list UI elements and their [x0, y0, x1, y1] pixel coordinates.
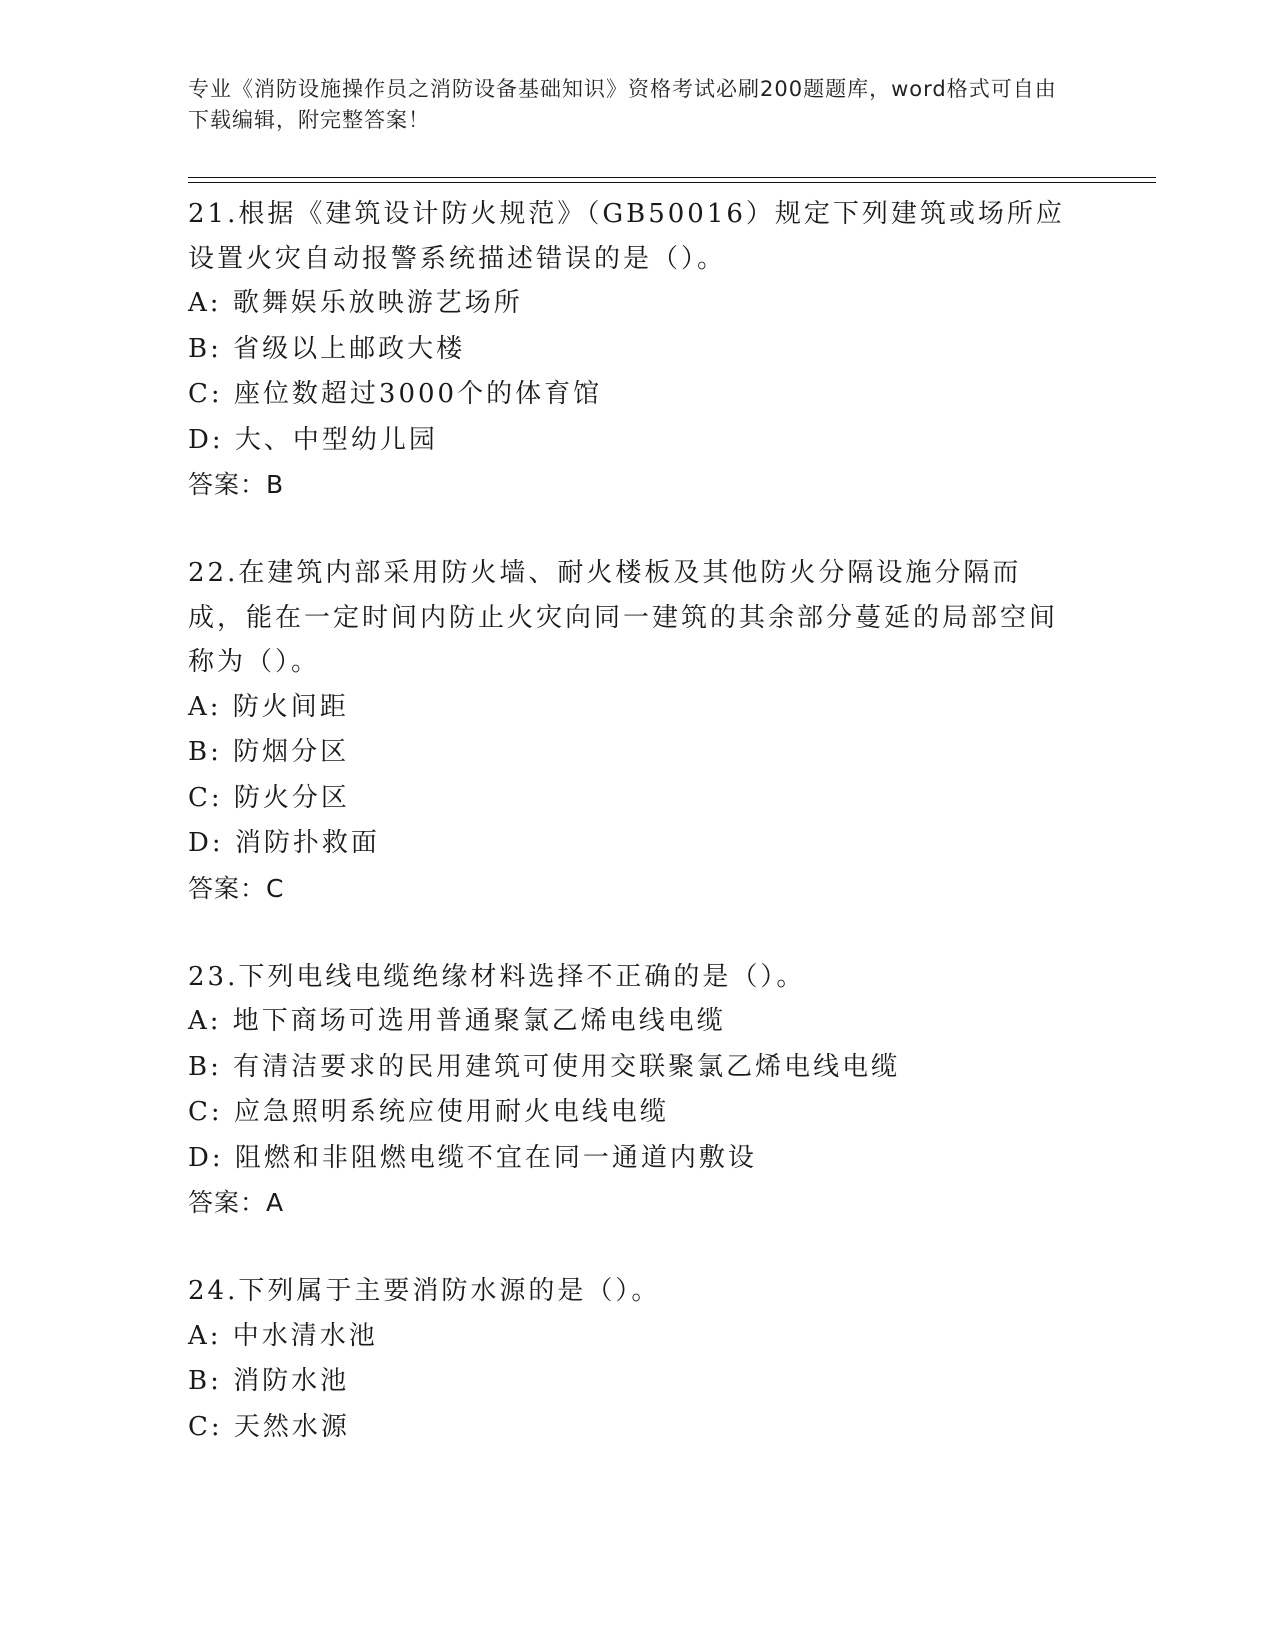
option-c: C: 防火分区 — [188, 782, 350, 813]
answer-line: 答案：B — [188, 470, 285, 499]
question-stem: 24.下列属于主要消防水源的是（）。 — [188, 1276, 661, 1306]
question-21 — [188, 192, 1068, 507]
option-d: D: 消防扑救面 — [188, 828, 380, 858]
header-rule-bottom — [188, 182, 1156, 183]
option-b: B: 省级以上邮政大楼 — [188, 333, 466, 364]
question-22 — [188, 551, 1068, 911]
option-c: C: 天然水源 — [188, 1411, 350, 1442]
option-a: A: 中水清水池 — [188, 1320, 378, 1351]
option-d: D: 大、中型幼儿园 — [188, 424, 438, 455]
question-list — [188, 192, 1068, 1450]
question-23 — [188, 955, 1068, 1226]
document-header: 专业《消防设施操作员之消防设备基础知识》资格考试必刷200题题库，word格式可自由下载编辑，附完整答案！ — [188, 77, 1057, 132]
option-a: A: 歌舞娱乐放映游艺场所 — [188, 288, 523, 318]
option-b: B: 防烟分区 — [188, 737, 350, 767]
option-a: A: 地下商场可选用普通聚氯乙烯电线电缆 — [188, 1006, 726, 1036]
question-stem: 23.下列电线电缆绝缘材料选择不正确的是（）。 — [188, 961, 806, 992]
header-rule-top — [188, 177, 1156, 178]
question-stem: 22.在建筑内部采用防火墙、耐火楼板及其他防火分隔设施分隔而成，能在一定时间内防止火灾向同一建筑的其余部分蔓延的局部空间称为（）。 — [188, 558, 1059, 677]
option-a: A: 防火间距 — [188, 691, 349, 722]
answer-line: 答案：C — [188, 873, 285, 903]
option-c: C: 应急照明系统应使用耐火电线电缆 — [188, 1097, 669, 1127]
option-b: B: 有清洁要求的民用建筑可使用交联聚氯乙烯电线电缆 — [188, 1051, 901, 1082]
option-d: D: 阻燃和非阻燃电缆不宜在同一通道内敷设 — [188, 1142, 757, 1173]
question-24 — [188, 1269, 1068, 1450]
option-c: C: 座位数超过3000个的体育馆 — [188, 379, 603, 409]
answer-line: 答案：A — [188, 1188, 285, 1217]
option-b: B: 消防水池 — [188, 1366, 350, 1396]
question-stem: 21.根据《建筑设计防火规范》（GB50016）规定下列建筑或场所应设置火灾自动报警系统描述错误的是（）。 — [188, 199, 1065, 274]
